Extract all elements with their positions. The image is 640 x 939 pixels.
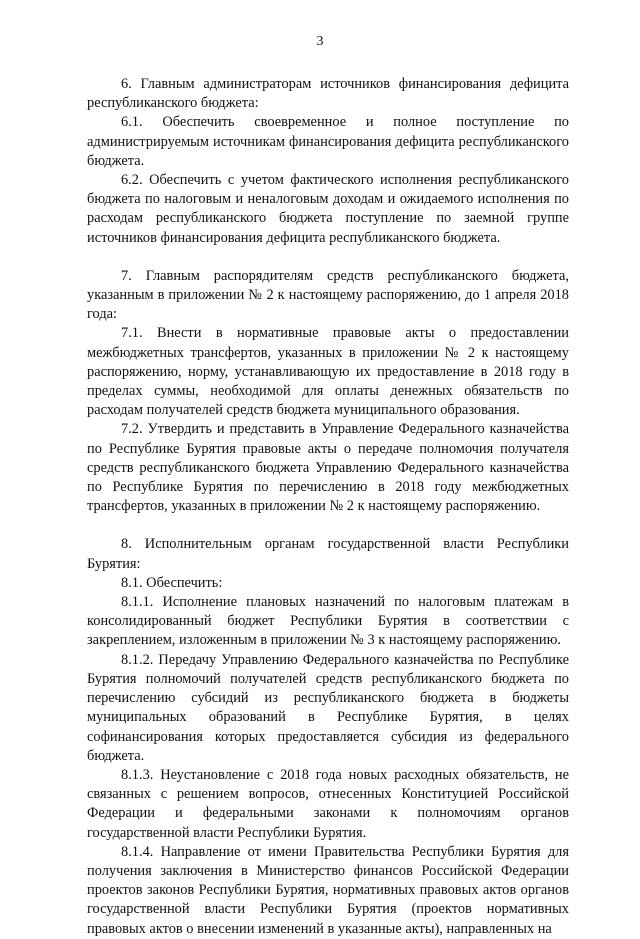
paragraph-8-1-3: 8.1.3. Неустановление с 2018 года новых расходных обязательств, не связанных с решением вопросов, отнесенных Конституцией Российской Федерации и федеральными законами к полномочиям органов государственной власти Республики Бурятия.: [87, 766, 569, 841]
paragraph-spacer: [87, 516, 569, 535]
paragraph-8-1-2: 8.1.2. Передачу Управлению Федерального казначейства по Республике Бурятия полномочий получателей средств республиканского бюджета по перечислению субсидий из республиканского бюджета в бюджеты муниципальных образований в Республике Бурятия, в целях софинансирования которых предоставляется субсидия из федерального бюджета.: [87, 651, 569, 764]
paragraph-6-2: 6.2. Обеспечить с учетом фактического исполнения республиканского бюджета по налоговым и неналоговым доходам и ожидаемого исполнения по расходам республиканского бюджета поступление по заемной группе источников финансирования дефицита республиканского бюджета.: [87, 172, 569, 246]
page-number: 3: [316, 34, 324, 49]
paragraph-7-2: 7.2. Утвердить и представить в Управление Федерального казначейства по Республике Бурятия правовые акты о передаче полномочия получателя средств республиканского бюджета Управлению Федерального казначейства по Республике Бурятия по перечислению в 2018 году межбюджетных трансфертов, указанных в приложении № 2 к настоящему распоряжению.: [87, 421, 569, 515]
paragraph-8-1: 8.1. Обеспечить:: [121, 574, 223, 591]
paragraph-7-1: 7.1. Внести в нормативные правовые акты о предоставлении межбюджетных трансфертов, указанных в приложении № 2 к настоящему распоряжению, норму, устанавливающую их предоставление в 2018 году в пределах суммы, необходимой для оплаты денежных обязательств по расходам получателей средств бюджета муниципального образования.: [87, 325, 569, 419]
paragraph-8: 8. Исполнительным органам государственной власти Республики Бурятия:: [87, 536, 569, 572]
paragraph-6-1: 6.1. Обеспечить своевременное и полное поступление по администрируемым источникам финансирования дефицита республиканского бюджета.: [87, 114, 569, 169]
paragraph-8-1-4: 8.1.4. Направление от имени Правительства Республики Бурятия для получения заключения в Министерство финансов Российской Федерации проектов законов Республики Бурятия, нормативных правовых актов органов государственной власти Республики Бурятия (проектов нормативных правовых актов о внесении изменений в указанные акты), направленных на: [87, 843, 569, 937]
document-body: [87, 75, 569, 939]
paragraph-7: 7. Главным распорядителям средств республиканского бюджета, указанным в приложении № 2 к настоящему распоряжению, до 1 апреля 2018 года:: [87, 267, 569, 323]
paragraph-8-1-1: 8.1.1. Исполнение плановых назначений по налоговым платежам в консолидированный бюджет Республики Бурятия в соответствии с закреплением, изложенным в приложении № 3 к настоящему распоряжению.: [87, 594, 569, 649]
paragraph-spacer: [87, 248, 569, 267]
paragraph-6: 6. Главным администраторам источников финансирования дефицита республиканского бюджета:: [87, 76, 569, 112]
